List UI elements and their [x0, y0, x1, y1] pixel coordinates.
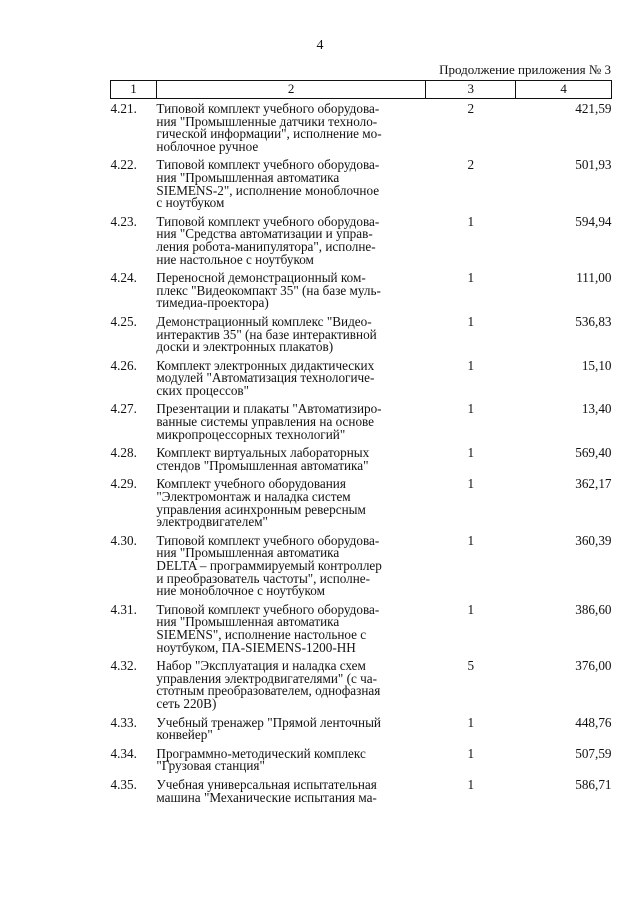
item-name-cell: Учебная универсальная испытательная машина "Механические испытания ма-	[156, 776, 377, 805]
item-name-cell: Комплект учебного оборудования "Электромонтаж и наладка систем управления асинхронным реверсным электродвигателем"	[156, 476, 366, 530]
row-number-cell: 4.33.	[110, 714, 137, 730]
quantity-cell: 1	[467, 270, 475, 286]
row-number-cell: 4.31.	[110, 601, 137, 617]
price-cell: 386,60	[575, 601, 612, 617]
table-row	[111, 399, 612, 443]
row-number-cell: 4.27.	[110, 401, 137, 417]
row-number-cell: 4.30.	[110, 532, 137, 548]
quantity-cell: 2	[467, 157, 475, 173]
item-name-cell: Презентации и плакаты "Автоматизиро- ванные системы управления на основе микропроцессорных технологий"	[156, 401, 382, 442]
price-cell: 586,71	[575, 776, 612, 792]
table-row	[111, 99, 612, 156]
table-row	[111, 713, 612, 744]
quantity-cell: 1	[467, 445, 475, 461]
row-number-cell: 4.29.	[110, 476, 137, 492]
item-name-cell: Комплект виртуальных лабораторных стендов "Промышленная автоматика"	[156, 445, 370, 473]
quantity-cell: 5	[467, 658, 475, 674]
quantity-cell: 1	[467, 745, 475, 761]
item-name-cell: Типовой комплект учебного оборудова- ния "Промышленная автоматика SIEMENS", исполнение настольное с ноутбуком, ПА-SIEMENS-1200-НН	[156, 601, 380, 655]
table-row	[111, 268, 612, 312]
page-number: 4	[316, 38, 324, 53]
quantity-cell: 1	[467, 601, 475, 617]
item-name-cell: Программно-методический комплекс "Грузовая станция"	[156, 745, 366, 774]
price-cell: 111,00	[576, 270, 612, 286]
table-row	[111, 775, 612, 806]
table-body	[111, 99, 612, 807]
column-header-3: 3	[426, 81, 516, 99]
price-cell: 448,76	[575, 714, 612, 730]
table-header-row	[111, 81, 612, 99]
quantity-cell: 1	[467, 476, 475, 492]
column-header-2: 2	[156, 81, 426, 99]
quantity-cell: 1	[467, 776, 475, 792]
price-cell: 501,93	[575, 157, 612, 173]
row-number-cell: 4.21.	[110, 101, 137, 116]
quantity-cell: 1	[467, 357, 475, 373]
item-name-cell: Типовой комплект учебного оборудова- ния "Средства автоматизации и управ- ления робота-манипулятора", исполне- ние настольное с ноутбуком	[156, 213, 380, 267]
column-header-1: 1	[111, 81, 157, 99]
table-row	[111, 356, 612, 400]
price-cell: 362,17	[575, 476, 612, 492]
item-name-cell: Набор "Эксплуатация и наладка схем управления электродвигателями" (с ча- стотным преобразователем, однофазная сеть 220В)	[156, 658, 381, 711]
quantity-cell: 2	[467, 101, 475, 116]
item-name-cell: Типовой комплект учебного оборудова- ния "Промышленная автоматика SIEMENS-2", исполнение моноблочное с ноутбуком	[156, 157, 380, 211]
price-cell: 507,59	[575, 745, 612, 761]
row-number-cell: 4.24.	[110, 270, 137, 286]
price-cell: 360,39	[575, 532, 612, 548]
row-number-cell: 4.35.	[110, 776, 137, 792]
quantity-cell: 1	[467, 401, 475, 417]
row-number-cell: 4.32.	[110, 658, 137, 674]
price-cell: 13,40	[581, 401, 612, 417]
row-number-cell: 4.34.	[110, 745, 137, 761]
table-row	[111, 443, 612, 474]
table-row	[111, 474, 612, 530]
table-row	[111, 600, 612, 656]
item-name-cell: Комплект электронных дидактических модулей "Автоматизация технологиче- ских процессов"	[156, 357, 375, 398]
row-number-cell: 4.23.	[110, 213, 137, 229]
quantity-cell: 1	[467, 213, 475, 229]
table-row	[111, 312, 612, 356]
table-row	[111, 155, 612, 211]
row-number-cell: 4.22.	[110, 157, 137, 173]
continuation-label: Продолжение приложения № 3	[439, 62, 611, 77]
equipment-table	[110, 80, 612, 806]
price-cell: 376,00	[575, 658, 612, 674]
table-row	[111, 531, 612, 600]
price-cell: 421,59	[575, 101, 612, 116]
table-row	[111, 212, 612, 268]
row-number-cell: 4.25.	[110, 313, 137, 329]
item-name-cell: Типовой комплект учебного оборудова- ния "Промышленная автоматика DELTA – программируемый контроллер и преобразователь частоты", исполне- ние моноблочное с ноутбуком	[156, 532, 382, 599]
price-cell: 594,94	[575, 213, 612, 229]
table-row	[111, 656, 612, 712]
row-number-cell: 4.28.	[110, 445, 137, 461]
quantity-cell: 1	[467, 532, 475, 548]
item-name-cell: Учебный тренажер "Прямой ленточный конвейер"	[156, 714, 381, 743]
table-row	[111, 744, 612, 775]
price-cell: 15,10	[581, 357, 612, 373]
item-name-cell: Типовой комплект учебного оборудова- ния "Промышленные датчики техноло- гической информации", исполнение мо- ноблочное ручное	[156, 101, 382, 154]
column-header-4: 4	[516, 81, 612, 99]
quantity-cell: 1	[467, 714, 475, 730]
row-number-cell: 4.26.	[110, 357, 137, 373]
price-cell: 569,40	[575, 445, 612, 461]
price-cell: 536,83	[575, 313, 612, 329]
quantity-cell: 1	[467, 313, 475, 329]
item-name-cell: Переносной демонстрационный ком- плекс "Видеокомпакт 35" (на базе муль- тимедиа-проектора)	[156, 270, 381, 311]
item-name-cell: Демонстрационный комплекс "Видео- интерактив 35" (на базе интерактивной доски и электронных плакатов)	[156, 313, 377, 355]
